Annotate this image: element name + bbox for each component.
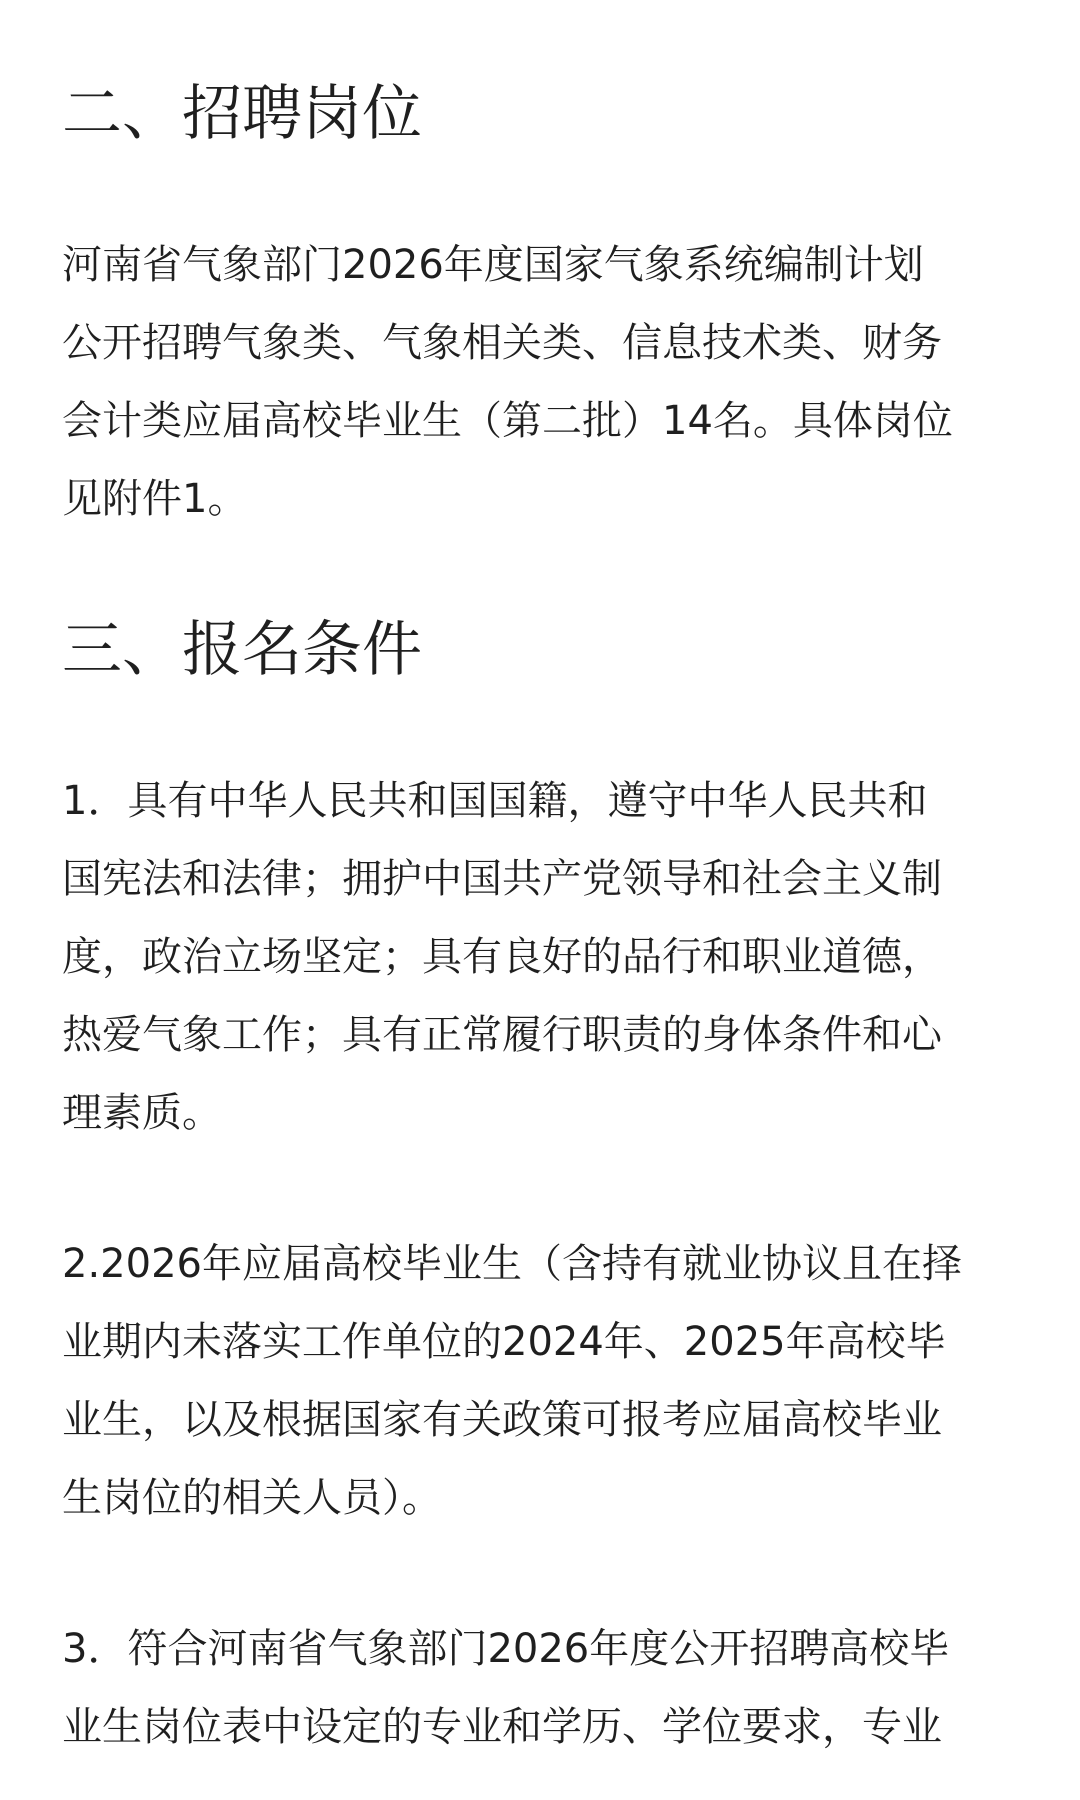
- paragraph-condition-1: [62, 762, 1022, 1152]
- text-line: 业期内未落实工作单位的2024年、2025年高校毕: [62, 1319, 946, 1365]
- paragraph-condition-2: [62, 1225, 1022, 1537]
- text-line: 会计类应届高校毕业生（第二批）14名。具体岗位: [62, 398, 953, 444]
- text-line: 生岗位的相关人员）。: [62, 1475, 442, 1521]
- text-line: 业生，以及根据国家有关政策可报考应届高校毕业: [62, 1397, 942, 1443]
- section-heading-recruitment-positions: 二、招聘岗位: [62, 79, 422, 149]
- text-line: 度，政治立场坚定；具有良好的品行和职业道德，: [62, 934, 942, 980]
- text-line: 公开招聘气象类、气象相关类、信息技术类、财务: [62, 320, 942, 366]
- text-line: 国宪法和法律；拥护中国共产党领导和社会主义制: [62, 856, 942, 902]
- text-line: 业生岗位表中设定的专业和学历、学位要求，专业: [62, 1704, 942, 1750]
- paragraph-condition-3: [62, 1610, 1022, 1766]
- text-line: 河南省气象部门2026年度国家气象系统编制计划: [62, 242, 924, 288]
- text-line: 见附件1。: [62, 476, 248, 522]
- section-heading-application-conditions: 三、报名条件: [62, 615, 422, 685]
- text-line: 3．符合河南省气象部门2026年度公开招聘高校毕: [62, 1626, 950, 1672]
- paragraph-positions: [62, 226, 1022, 538]
- text-line: 2.2026年应届高校毕业生（含持有就业协议且在择: [62, 1241, 962, 1287]
- text-line: 理素质。: [62, 1090, 222, 1136]
- article-body: [62, 75, 1022, 1766]
- text-line: 热爱气象工作；具有正常履行职责的身体条件和心: [62, 1012, 942, 1058]
- text-line: 1．具有中华人民共和国国籍，遵守中华人民共和: [62, 778, 928, 824]
